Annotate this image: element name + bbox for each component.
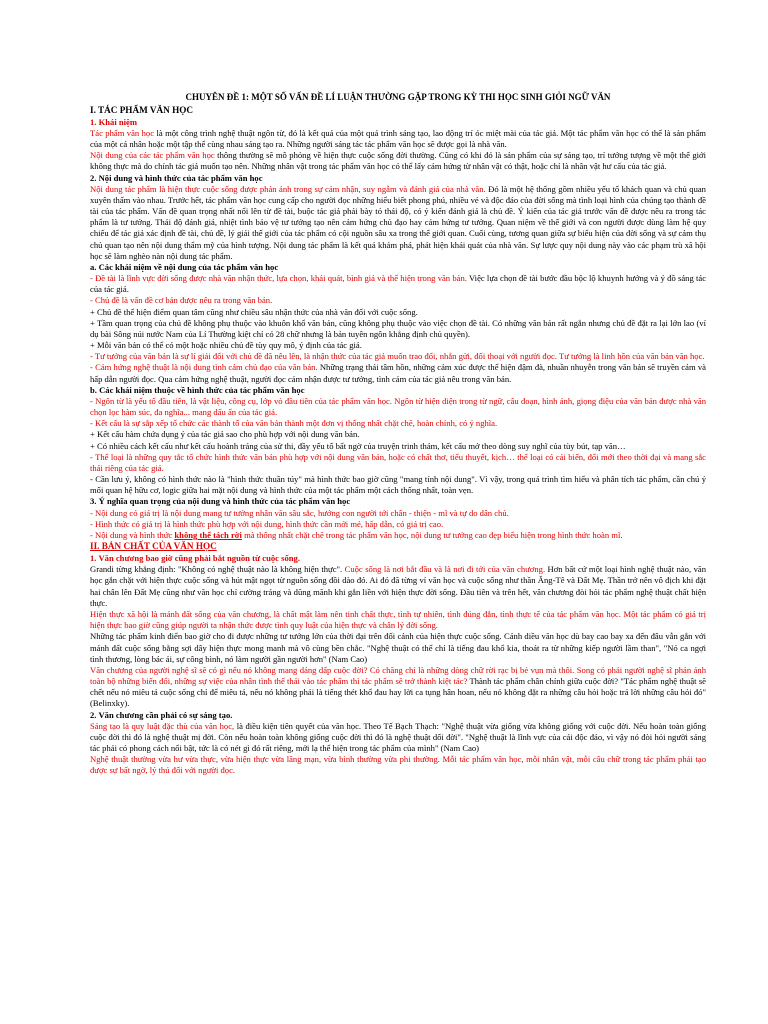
section-1-heading: I. TÁC PHẨM VĂN HỌC — [90, 104, 194, 115]
paragraph — [90, 530, 706, 541]
highlight: - Đề tài là lĩnh vực đời sống được nhà văn nhận thức, lựa chọn, khái quát, bình giá và thể hiện trong văn bản. — [90, 273, 467, 284]
subsection-bat-nguon: 1. Văn chương bao giờ cũng phải bắt nguồn từ cuộc sống. — [90, 553, 300, 564]
paragraph: - Chủ đề là vấn đề cơ bản được nêu ra trong văn bản. — [90, 295, 273, 306]
document-title: CHUYÊN ĐỀ 1: MỘT SỐ VẤN ĐỀ LÍ LUẬN THƯỜNG GẶP TRONG KỲ THI HỌC SINH GIỎI NGỮ VĂN — [185, 92, 611, 102]
text: là điều kiện tiên quyết của văn học. Theo Tế Bạch Thạch: "Nghệ thuật vừa giống vừa không giống với cuộc đời. Nếu hoàn toàn giống cuộc đời thì đó là nghệ thuật mị đời. Còn nếu hoàn toàn không giống cuộc đời thì đó là nghệ thuật dối đời". "Nghệ thuật là lĩnh vực của cái độc đáo, vì vậy nó đòi hỏi người sáng tác phải có phong cách nổi bật, tức là có nét gì đó rất riêng, mới lạ thể hiện trong tác phẩm của mình" (Nam Cao) — [90, 720, 706, 754]
text: là một công trình nghệ thuật ngôn từ, đó là kết quả của một quá trình sáng tạo, lao động trí óc miệt mài của tác giả. Một tác phẩm văn học có thể là sản phẩm của một cá nhân hoặc một tập thể cùng nhau sáng tạo ra. Những người sáng tác tác phẩm văn học sẽ được gọi là nhà văn. — [90, 127, 706, 149]
paragraph: + Tầm quan trọng của chủ đề không phụ thuộc vào khuôn khổ văn bản, cũng không phụ thuộc vào việc chọn đề tài. Có những văn bản rất ngắn nhưng chủ đề đặt ra lại lớn lao (ví dụ bài Sông núi nước Nam của Lí Thường kiệt chỉ có 28 chữ nhưng là bản tuyên ngôn khẳng định chủ quyền). — [90, 317, 706, 339]
text: thông thường sẽ mô phỏng về hiện thực cuộc sống đời thường. Cũng có khi đó là sản phẩm của sự sáng tạo, trí tưởng tượng về một thế giới không thực mà do chính tác giả muốn tạo nên. Những nhân vật trong tác phẩm văn học có thể lấy cảm hứng từ nhân vật có thật, hoặc chỉ là nhân vật hư cấu của tác giả. — [90, 150, 706, 172]
subsection-noi-dung-hinh-thuc: 2. Nội dung và hình thức của tác phẩm văn học — [90, 172, 263, 183]
highlight: Nội dung của các tác phẩm văn học — [90, 150, 215, 161]
highlight: Sáng tạo là quy luật đặc thù của văn học, — [90, 720, 235, 731]
paragraph: + Có nhiều cách kết cấu như kết cấu hoành tráng của sử thi, đầy yếu tố bất ngờ của truyện trinh thám, kết cấu mở theo dòng suy nghĩ của tùy bút, tạp văn… — [90, 440, 626, 451]
text: mà thống nhất chặt chẽ trong tác phẩm văn học, nội dung tư tưởng cao đẹp biểu hiện trong hình thức hoàn mĩ. — [241, 530, 623, 540]
text: Grandi từng khẳng định: "Không có nghệ thuật nào là không hiện thực". — [90, 564, 345, 575]
text: Hơn bất cứ một loại hình nghệ thuật nào, văn học gắn chặt với hiện thực cuộc sống và hút mật ngọt từ nguồn sống đồi dào đó. Ai đó đã từng ví văn học và cuộc sống như thần Ăng-Tê và Đất Mẹ. Thần trở nên vô địch khi đặt hai chân lên Đất Mẹ cũng như văn học chỉ cường tráng và dũng mãnh khi gắn liền với hiện thực đời sống. Đầu tiên và trên hết, văn chương đòi hỏi tác phẩm nghệ thuật chất hiện thực. — [90, 564, 706, 608]
text: Việc lựa chọn đề tài bước đầu bộc lộ khuynh hướng và ý đồ sáng tác của tác giả. — [90, 273, 707, 295]
section-2-heading: II. BẢN CHẤT CỦA VĂN HỌC — [90, 541, 217, 552]
paragraph: - Nội dung có giá trị là nội dung mang tư tưởng nhân văn sâu sắc, hướng con người tới chân - thiện - mĩ và tự do dân chủ. — [90, 507, 509, 518]
paragraph — [90, 184, 706, 262]
subsection-y-nghia: 3. Ý nghĩa quan trọng của nội dung và hình thức của tác phẩm văn học — [90, 496, 351, 507]
paragraph — [90, 150, 706, 172]
paragraph: + Chủ đề thể hiện điểm quan tâm cũng như chiều sâu nhận thức của nhà văn đối với cuộc sống. — [90, 306, 418, 317]
paragraph — [90, 362, 706, 384]
paragraph: - Hình thức có giá trị là hình thức phù hợp với nội dung, hình thức cần mới mẻ, hấp dẫn, có giá trị cao. — [90, 518, 444, 529]
text: Đó là một hệ thống gồm nhiều yếu tố khách quan và chủ quan xuyên thấm vào nhau. Trước hết, tác phẩm văn học cung cấp cho người đọc những hiểu biết phong phú, nhiều vẻ và độc đáo của đời sống mà tình loại hình của chúng tạo thành đề tài của tác phẩm. Vấn đề quan trọng nhất nổi lên từ đề tài, buộc tác giả phải bày tỏ thái độ, có ý kiến đánh giá là chủ đề. Ý kiến của tác giả trước vấn đề được nêu ra trong tác phẩm là tư tưởng. Thái độ đánh giá, nhiệt tình bảo vệ tư tưởng tạo nên cảm hứng chủ đạo hay cảm hứng tư tưởng. Quan niệm về thế giới và con người được dùng làm hệ quy chiếu để tác giả xác định đề tài, chủ đề, lý giải thế giới của tác phẩm có cội nguồn sâu xa trong thế giới quan. Cuối cùng, tương quan giữa sự biểu hiện của đời sống và sự cảm thụ chủ quan tạo nên nội dung thẩm mỹ của hình tượng. Nội dung tác phẩm là kết quả khám phá, phát hiện khái quát của nhà văn. Sự lược quy nội dung này vào các phạm trù xã hội học sẽ làm nghèo nàn nội dung tác phẩm. — [90, 183, 706, 261]
paragraph: Hiện thực xã hội là mảnh đất sống của văn chương, là chất mật làm nên tinh chất thực, tình tự nhiên, tình đúng đắn, tình thực tế của tác phẩm văn học. Một tác phẩm có giá trị hiện thực bao giờ cũng giúp người ta nhận thức được tình quy luật của hiện thực và chân lý đời sống. — [90, 608, 706, 631]
paragraph — [90, 564, 706, 609]
subsection-b: b. Các khái niệm thuộc về hình thức của tác phẩm văn học — [90, 384, 305, 395]
subsection-khai-niem: 1. Khái niệm — [90, 116, 138, 127]
text: Những trạng thái tâm hồn, những cảm xúc được thể hiện đậm đà, nhuần nhuyễn trong văn bản sẽ truyền cảm và hấp dẫn người đọc. Qua cảm hứng nghệ thuật, người đọc cảm nhận được tư tưởng, tình cảm của tác giả nêu trong văn bản. — [90, 362, 706, 384]
underlined-phrase: không thể tách rời — [174, 530, 242, 540]
paragraph: Những tác phẩm kinh điển bao giờ cho đi được những tư tưởng lớn của thời đại trên đối cảnh của hiện thực cuộc sống. Cánh diều văn học dù bay cao bay xa đến đâu vẫn gắn với mảnh đất cuộc sống bằng sợi dây hiện thực mong manh mà vô cùng bền chắc. "Nghệ thuật có thể chỉ là tiếng đau khổ kia, thoát ra từ những kiếp người lầm than", "Nó ca ngợi tình thương, lòng bác ái, sự công bình, nó làm người gần người hơn" (Nam Cao) — [90, 631, 706, 664]
paragraph: - Ngôn từ là yếu tố đầu tiên, là vật liệu, công cụ, lớp vỏ đầu tiên của tác phẩm văn học. Ngôn từ hiện diện trong từ ngữ, câu đoạn, hình ảnh, giọng điệu của văn bản được nhà văn chọn lọc hàm súc, đa nghĩa... mang dấu ấn của tác giả. — [90, 395, 706, 418]
paragraph: - Tư tưởng của văn bản là sự lí giải đối với chủ đề đã nêu lên, là nhận thức của tác giả muốn trao đổi, nhắn gửi, đối thoại với người đọc. Tư tưởng là linh hồn của văn bản văn học. — [90, 351, 705, 362]
highlight: Cuộc sống là nơi bắt đầu và là nơi đi tới của văn chương. — [344, 564, 546, 575]
text: - Nội dung và hình thức — [90, 530, 175, 540]
highlight: Văn chương của người nghệ sĩ sẽ có gì nếu nó không mang dáng dấp cuộc đời? Có chăng chỉ là những dòng chữ rời rạc bị bẻ vụn mà thôi. Song có phải người nghệ sĩ phản ánh toàn bộ những biến đổi, những sự việc của nhân tình thế thái vào tác phẩm thì tác phẩm sẽ trở thành kiệt tác? — [90, 664, 706, 687]
paragraph: - Cần lưu ý, không có hình thức nào là "hình thức thuần túy" mà hình thức bao giờ cũng "mang tính nội dung". Vì vậy, trong quá trình tìm hiểu và phân tích tác phẩm, cần chú ý mối quan hệ hữu cơ, logic giữa hai mặt nội dung và hình thức của một tác phẩm một cách thống nhất, toàn vẹn. — [90, 474, 706, 496]
paragraph: + Kết cấu hàm chứa dụng ý của tác giả sao cho phù hợp với nội dung văn bản. — [90, 429, 360, 440]
subsection-a: a. Các khái niệm về nội dung của tác phẩm văn học — [90, 261, 279, 272]
paragraph: Nghệ thuật thường vừa hư vừa thực, vừa hiện thực vừa lãng mạn, vừa bình thường vừa phi thường. Mỗi tác phẩm văn học, mỗi nhân vật, mỗi câu chữ trong tác phẩm phải tạo được sự bất ngờ, lý thú đối với người đọc. — [90, 754, 706, 776]
paragraph — [90, 128, 706, 150]
paragraph: - Thể loại là những quy tắc tổ chức hình thức văn bản phù hợp với nội dung văn bản, hoặc có chất thơ, tiểu thuyết, kịch… thể loại có cải biến, đổi mới theo thời đại và mang sắc thái riêng của tác giả. — [90, 451, 706, 473]
text: Thành tác phẩm chân chính giữa cuộc đời? "Tác phẩm nghệ thuật sẽ chết nếu nó miêu tả cuộc sống chỉ để miêu tả, nếu nó không phải là tiếng thét khổ đau hay lời ca tụng hân hoan, nếu nó không đặt ra những câu hỏi hoặc trả lời những câu hỏi đó" (Belinxky). — [90, 676, 706, 709]
subsection-sang-tao: 2. Văn chương cần phải có sự sáng tạo. — [90, 709, 233, 720]
highlight: Nội dung tác phẩm là hiện thực cuộc sống được phản ánh trong sự cảm nhận, suy ngẫm và đánh giá của nhà văn. — [90, 183, 486, 194]
paragraph — [90, 273, 706, 295]
highlight: - Cảm hứng nghệ thuật là nội dung tình cảm chủ đạo của văn bản. — [90, 362, 318, 373]
paragraph: - Kết cấu là sự sắp xếp tổ chức các thành tố của văn bản thành một đơn vị thống nhất chặt chẽ, hoàn chỉnh, có ý nghĩa. — [90, 418, 498, 429]
highlight: Tác phẩm văn học — [90, 127, 155, 138]
paragraph — [90, 665, 706, 710]
paragraph — [90, 721, 706, 755]
paragraph: + Mỗi văn bản có thể có một hoặc nhiều chủ đề tùy quy mô, ý định của tác giả. — [90, 340, 362, 351]
